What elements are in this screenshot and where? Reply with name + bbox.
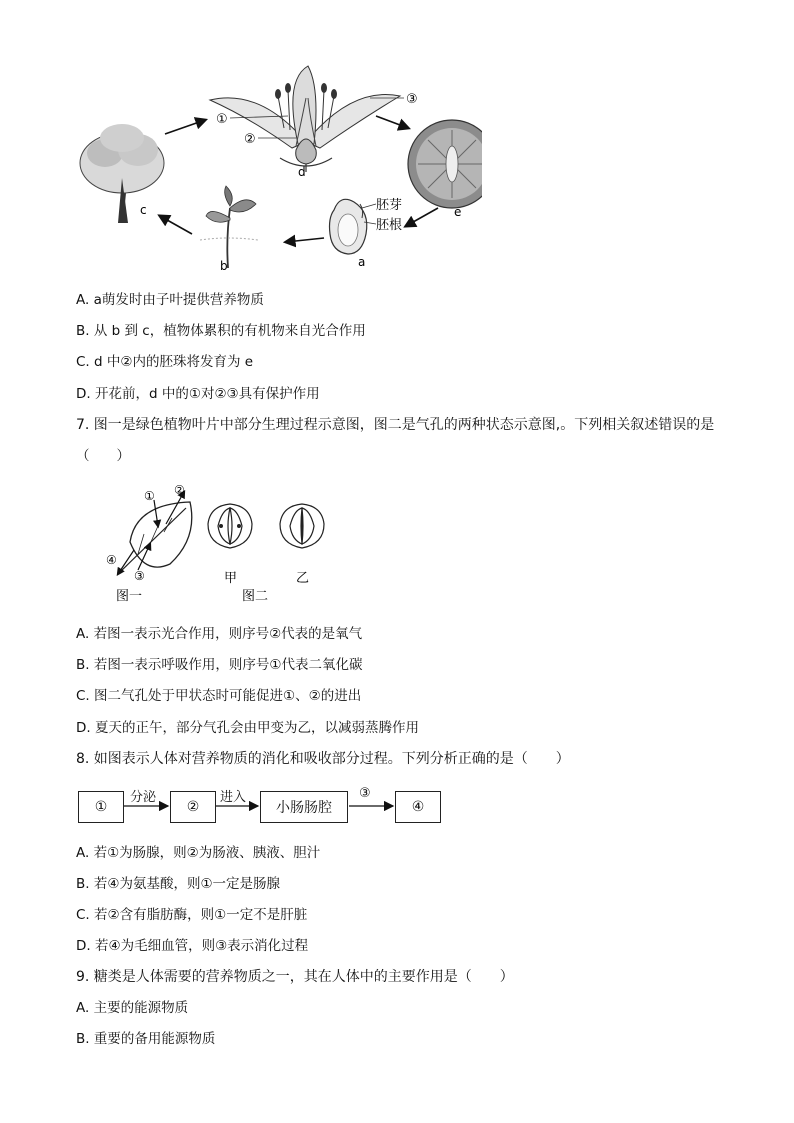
flow-box-1: ①: [78, 791, 124, 823]
q8-option-d: D. 若④为毛细血管，则③表示消化过程: [76, 938, 309, 954]
q8-option-a: A. 若①为肠腺，则②为肠液、胰液、胆汁: [76, 845, 321, 861]
q7-stem: 7. 图一是绿色植物叶片中部分生理过程示意图，图二是气孔的两种状态示意图,。下列相关叙述错误的是: [76, 417, 715, 433]
label-plumule: 胚芽: [376, 198, 403, 213]
flow-arrow-label-1: 分泌: [130, 790, 157, 805]
q7-option-a: A. 若图一表示光合作用，则序号②代表的是氧气: [76, 626, 363, 642]
q9-option-a: A. 主要的能源物质: [76, 1000, 189, 1016]
q8-stem: 8. 如图表示人体对营养物质的消化和吸收部分过程。下列分析正确的是（ ）: [76, 751, 570, 767]
flow-arrow-label-3: ③: [359, 786, 371, 801]
q9-option-b: B. 重要的备用能源物质: [76, 1031, 216, 1047]
q8-option-b: B. 若④为氨基酸，则①一定是肠腺: [76, 876, 281, 892]
q8-option-c: C. 若②含有脂肪酶，则①一定不是肝脏: [76, 907, 308, 923]
marker-2: ②: [244, 132, 256, 147]
stoma-open: [208, 504, 252, 548]
label-b: b: [220, 259, 228, 273]
fig7-caption-2: 图二: [242, 589, 269, 604]
label-radicle: 胚根: [376, 218, 403, 233]
q7-paren: （ ）: [76, 448, 130, 464]
stoma-label-yi: 乙: [296, 571, 310, 586]
fig7-caption-1: 图一: [116, 589, 143, 604]
fig7-marker-2: ②: [174, 483, 185, 497]
tree-illustration: [80, 124, 164, 223]
q9-stem: 9. 糖类是人体需要的营养物质之一，其在人体中的主要作用是（ ）: [76, 969, 514, 985]
flow-box-4: ④: [395, 791, 441, 823]
label-e: e: [454, 205, 462, 219]
fig7-marker-4: ④: [106, 553, 117, 567]
flow-arrow-label-2: 进入: [220, 790, 247, 805]
marker-1: ①: [216, 112, 228, 127]
stoma-closed: [280, 504, 324, 548]
flow-box-2: ②: [170, 791, 216, 823]
q6-option-d: D. 开花前，d 中的①对②③具有保护作用: [76, 386, 320, 402]
q7-option-c: C. 图二气孔处于甲状态时可能促进①、②的进出: [76, 688, 362, 704]
label-d: d: [298, 165, 306, 179]
label-a: a: [358, 255, 366, 269]
leaf-stomata-figure: [100, 478, 340, 608]
fig7-marker-3: ③: [134, 569, 145, 583]
label-c: c: [140, 203, 147, 217]
marker-3: ③: [406, 92, 418, 107]
stoma-label-jia: 甲: [224, 571, 238, 586]
q7-option-d: D. 夏天的正午，部分气孔会由甲变为乙，以减弱蒸腾作用: [76, 720, 419, 736]
flow-arrows: [0, 780, 794, 830]
flow-box-3: 小肠肠腔: [260, 791, 348, 823]
q7-option-b: B. 若图一表示呼吸作用，则序号①代表二氧化碳: [76, 657, 363, 673]
seedling-illustration: [200, 186, 258, 268]
fruit-seed-figure: [282, 118, 482, 278]
orange-cross-section: [408, 120, 482, 208]
bean-seed: [330, 199, 367, 254]
q6-option-b: B. 从 b 到 c，植物体累积的有机物来自光合作用: [76, 323, 366, 339]
q6-option-a: A. a萌发时由子叶提供营养物质: [76, 292, 264, 308]
fig7-marker-1: ①: [144, 489, 155, 503]
q6-option-c: C. d 中②内的胚珠将发育为 e: [76, 354, 254, 370]
